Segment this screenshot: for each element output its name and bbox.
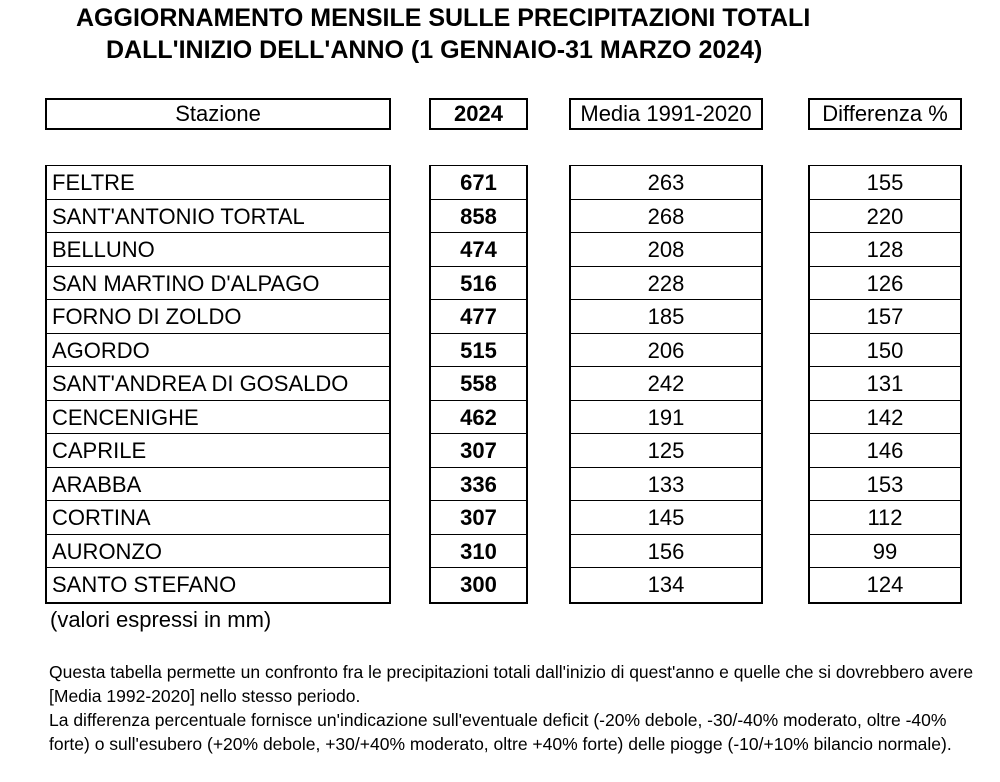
difference-cell: 142 xyxy=(810,401,960,435)
year-2024-cell: 671 xyxy=(431,166,526,200)
year-2024-column xyxy=(429,165,528,604)
unit-note: (valori espressi in mm) xyxy=(50,607,272,632)
year-2024-cell: 516 xyxy=(431,267,526,301)
difference-column xyxy=(808,165,962,604)
difference-cell: 150 xyxy=(810,334,960,368)
year-2024-cell: 462 xyxy=(431,401,526,435)
difference-cell: 99 xyxy=(810,535,960,569)
average-cell: 228 xyxy=(571,267,761,301)
average-cell: 145 xyxy=(571,501,761,535)
header-year-2024: 2024 xyxy=(429,98,528,130)
station-cell: FELTRE xyxy=(47,166,389,200)
difference-cell: 126 xyxy=(810,267,960,301)
year-2024-cell: 310 xyxy=(431,535,526,569)
header-station: Stazione xyxy=(45,98,391,130)
average-cell: 134 xyxy=(647,572,685,597)
explanation-paragraph-2: La differenza percentuale fornisce un'indicazione sull'eventuale deficit (-20% debole, -30/-40% moderato, oltre -40% forte) o sull'esubero (+20% debole, +30/+40% moderato, oltre +40% forte) delle piogge (-10/+10% bilancio normale). xyxy=(49,710,952,754)
year-2024-cell: 474 xyxy=(431,233,526,267)
year-2024-cell: 307 xyxy=(431,434,526,468)
explanation-paragraph-1: Questa tabella permette un confronto fra le precipitazioni totali dall'inizio di quest'anno e quelle che si dovrebbero avere [Media 1992-2020] nello stesso periodo. xyxy=(49,662,974,706)
station-cell: AGORDO xyxy=(47,334,389,368)
difference-cell: 131 xyxy=(810,367,960,401)
station-column xyxy=(45,165,391,604)
year-2024-cell: 307 xyxy=(431,501,526,535)
station-cell: CORTINA xyxy=(47,501,389,535)
average-cell: 125 xyxy=(571,434,761,468)
station-cell: SANT'ANDREA DI GOSALDO xyxy=(47,367,389,401)
average-cell: 206 xyxy=(571,334,761,368)
station-cell: CENCENIGHE xyxy=(47,401,389,435)
station-cell: BELLUNO xyxy=(47,233,389,267)
difference-cell: 157 xyxy=(810,300,960,334)
station-cell: SANTO STEFANO xyxy=(52,572,237,597)
average-cell: 242 xyxy=(571,367,761,401)
difference-cell: 153 xyxy=(810,468,960,502)
average-cell: 263 xyxy=(571,166,761,200)
explanation-text xyxy=(49,660,979,756)
station-cell: SANT'ANTONIO TORTAL xyxy=(47,200,389,234)
station-cell: SAN MARTINO D'ALPAGO xyxy=(47,267,389,301)
station-cell: FORNO DI ZOLDO xyxy=(47,300,389,334)
difference-cell: 112 xyxy=(810,501,960,535)
year-2024-cell: 515 xyxy=(431,334,526,368)
station-cell: CAPRILE xyxy=(47,434,389,468)
average-cell: 191 xyxy=(571,401,761,435)
year-2024-cell: 858 xyxy=(431,200,526,234)
average-column xyxy=(569,165,763,604)
station-cell: AURONZO xyxy=(47,535,389,569)
average-cell: 268 xyxy=(571,200,761,234)
difference-cell: 146 xyxy=(810,434,960,468)
average-cell: 156 xyxy=(571,535,761,569)
station-cell: ARABBA xyxy=(47,468,389,502)
difference-cell: 128 xyxy=(810,233,960,267)
difference-cell: 220 xyxy=(810,200,960,234)
average-cell: 185 xyxy=(571,300,761,334)
page-title-line-2: DALL'INIZIO DELL'ANNO (1 GENNAIO-31 MARZO 2024) xyxy=(106,36,763,64)
difference-cell: 124 xyxy=(866,572,904,597)
page-title-line-1: AGGIORNAMENTO MENSILE SULLE PRECIPITAZIONI TOTALI xyxy=(76,4,811,32)
year-2024-cell: 477 xyxy=(431,300,526,334)
year-2024-cell: 558 xyxy=(431,367,526,401)
average-cell: 133 xyxy=(571,468,761,502)
header-difference-percent: Differenza % xyxy=(808,98,962,130)
header-average-1991-2020: Media 1991-2020 xyxy=(569,98,763,130)
average-cell: 208 xyxy=(571,233,761,267)
year-2024-cell: 300 xyxy=(460,572,497,597)
year-2024-cell: 336 xyxy=(431,468,526,502)
difference-cell: 155 xyxy=(810,166,960,200)
